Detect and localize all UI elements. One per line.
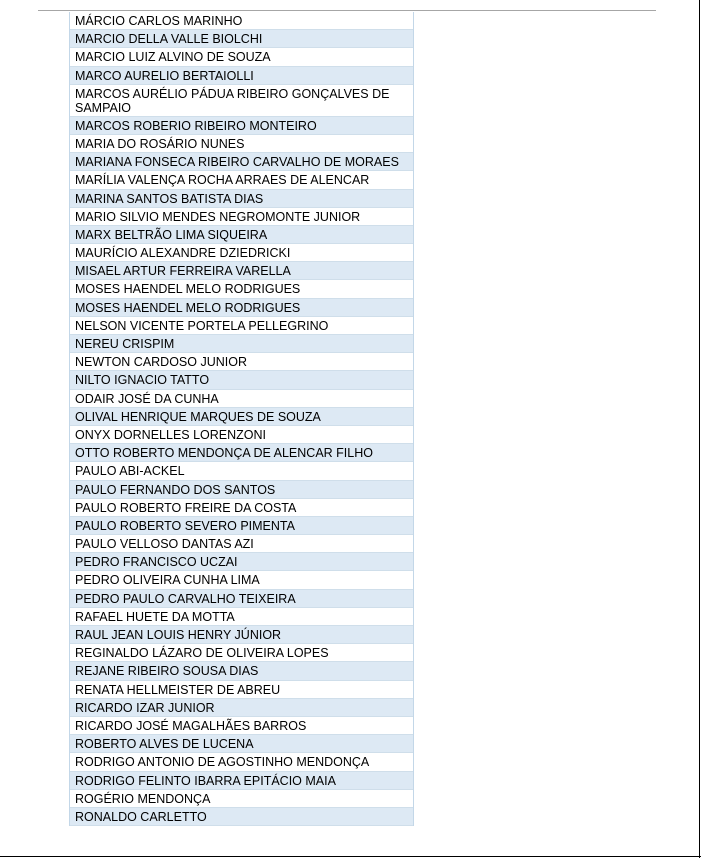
name-row: ROBERTO ALVES DE LUCENA (70, 735, 413, 753)
name-row: REJANE RIBEIRO SOUSA DIAS (70, 662, 413, 680)
name-row: ONYX DORNELLES LORENZONI (70, 426, 413, 444)
name-row: MARCO AURELIO BERTAIOLLI (70, 67, 413, 85)
name-row: NILTO IGNACIO TATTO (70, 371, 413, 389)
name-row: MISAEL ARTUR FERREIRA VARELLA (70, 262, 413, 280)
name-row: MARCIO DELLA VALLE BIOLCHI (70, 30, 413, 48)
name-row: RICARDO IZAR JUNIOR (70, 699, 413, 717)
name-row: RODRIGO ANTONIO DE AGOSTINHO MENDONÇA (70, 753, 413, 771)
name-row: MARINA SANTOS BATISTA DIAS (70, 190, 413, 208)
name-row: MAURÍCIO ALEXANDRE DZIEDRICKI (70, 244, 413, 262)
name-row: RAUL JEAN LOUIS HENRY JÚNIOR (70, 626, 413, 644)
name-row: MARÍLIA VALENÇA ROCHA ARRAES DE ALENCAR (70, 171, 413, 189)
name-row: RICARDO JOSÉ MAGALHÃES BARROS (70, 717, 413, 735)
name-row: OTTO ROBERTO MENDONÇA DE ALENCAR FILHO (70, 444, 413, 462)
name-row: MÁRCIO CARLOS MARINHO (70, 12, 413, 30)
name-row: PEDRO FRANCISCO UCZAI (70, 553, 413, 571)
name-row: ODAIR JOSÉ DA CUNHA (70, 390, 413, 408)
name-row: MARCOS ROBERIO RIBEIRO MONTEIRO (70, 117, 413, 135)
header-rule (38, 10, 656, 11)
name-row: PEDRO OLIVEIRA CUNHA LIMA (70, 571, 413, 589)
names-table (69, 12, 414, 826)
name-row: MARCOS AURÉLIO PÁDUA RIBEIRO GONÇALVES DE SAMPAIO (70, 85, 413, 117)
page-right-edge (699, 0, 700, 858)
name-row: NELSON VICENTE PORTELA PELLEGRINO (70, 317, 413, 335)
name-row: RONALDO CARLETTO (70, 808, 413, 826)
name-row: MARIA DO ROSÁRIO NUNES (70, 135, 413, 153)
name-row: PEDRO PAULO CARVALHO TEIXEIRA (70, 590, 413, 608)
name-row: PAULO ROBERTO SEVERO PIMENTA (70, 517, 413, 535)
name-row: PAULO FERNANDO DOS SANTOS (70, 481, 413, 499)
name-row: REGINALDO LÁZARO DE OLIVEIRA LOPES (70, 644, 413, 662)
name-row: NEWTON CARDOSO JUNIOR (70, 353, 413, 371)
name-row: MARX BELTRÃO LIMA SIQUEIRA (70, 226, 413, 244)
name-row: ROGÉRIO MENDONÇA (70, 790, 413, 808)
name-row: PAULO ABI-ACKEL (70, 462, 413, 480)
name-row: MARIANA FONSECA RIBEIRO CARVALHO DE MORAES (70, 153, 413, 171)
name-row: MOSES HAENDEL MELO RODRIGUES (70, 280, 413, 298)
name-row: PAULO VELLOSO DANTAS AZI (70, 535, 413, 553)
name-row: NEREU CRISPIM (70, 335, 413, 353)
name-row: RODRIGO FELINTO IBARRA EPITÁCIO MAIA (70, 772, 413, 790)
name-row: RAFAEL HUETE DA MOTTA (70, 608, 413, 626)
page-bottom-edge (0, 856, 701, 857)
name-row: MARCIO LUIZ ALVINO DE SOUZA (70, 48, 413, 66)
name-row: MOSES HAENDEL MELO RODRIGUES (70, 299, 413, 317)
name-row: PAULO ROBERTO FREIRE DA COSTA (70, 499, 413, 517)
name-row: OLIVAL HENRIQUE MARQUES DE SOUZA (70, 408, 413, 426)
name-row: MARIO SILVIO MENDES NEGROMONTE JUNIOR (70, 208, 413, 226)
name-row: RENATA HELLMEISTER DE ABREU (70, 681, 413, 699)
